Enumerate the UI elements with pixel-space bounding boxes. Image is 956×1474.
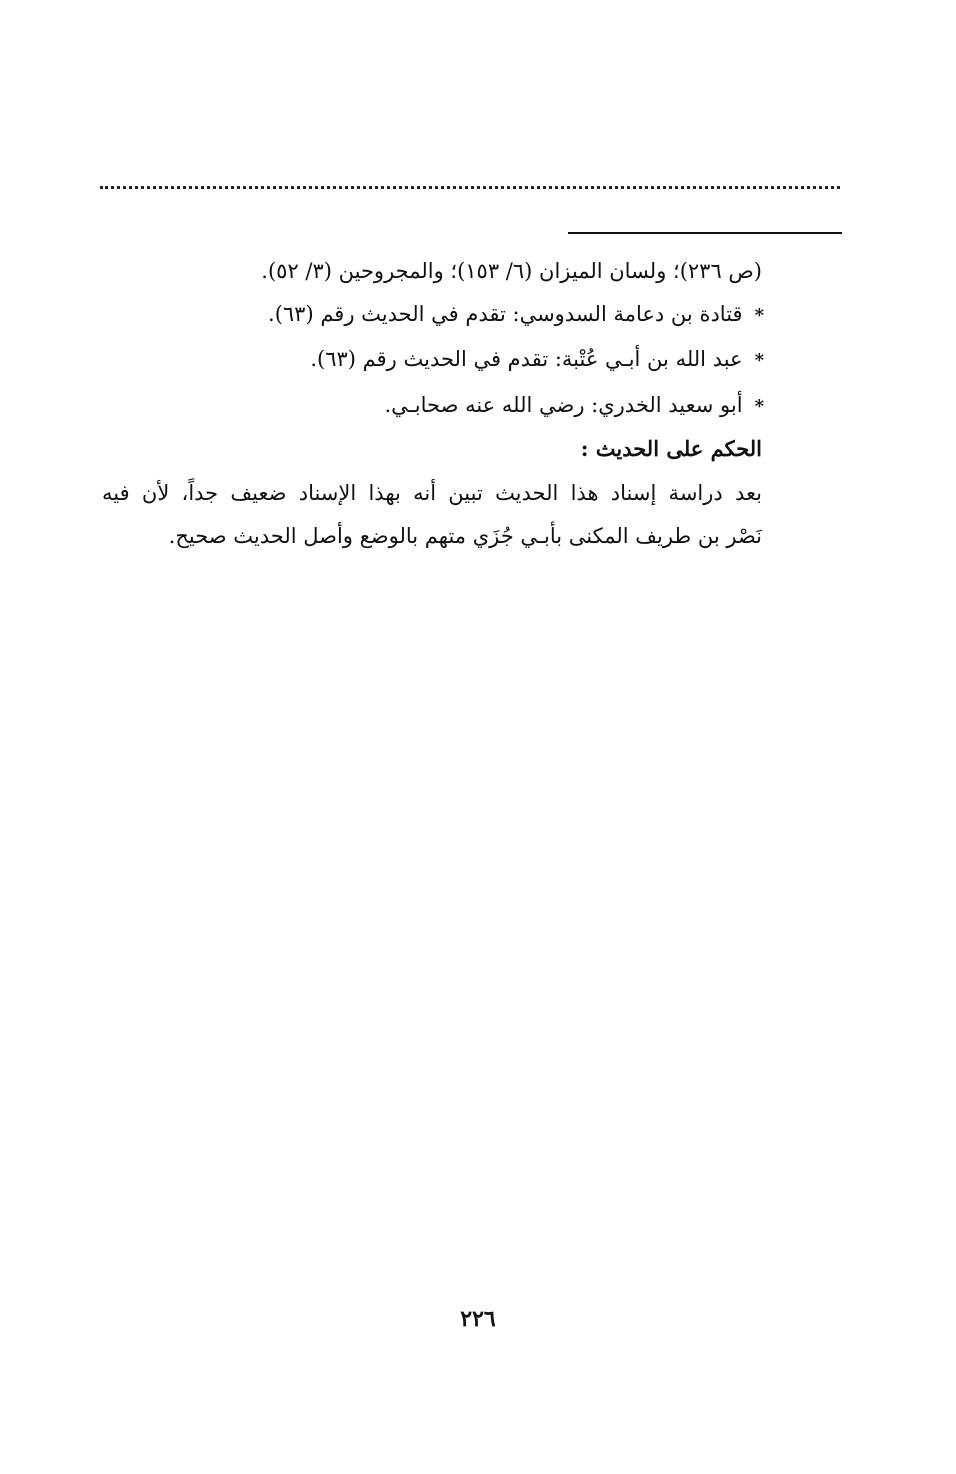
narrator-text: عبد الله بن أبـي عُتْبة: تقدم في الحديث رقم (٦٣). xyxy=(310,347,743,371)
footnote-reference-line: (ص ٢٣٦)؛ ولسان الميزان (٦/ ١٥٣)؛ والمجروحين (٣/ ٥٢). xyxy=(261,259,762,283)
asterisk-bullet-icon: * xyxy=(754,305,764,326)
narrator-entry xyxy=(310,344,764,376)
ruling-paragraph-line: نَصْر بن طريف المكنى بأبـي جُزَي متهم بالوضع وأصل الحديث صحيح. xyxy=(168,524,762,548)
asterisk-bullet-icon: * xyxy=(754,396,764,417)
narrator-text: قتادة بن دعامة السدوسي: تقدم في الحديث رقم (٦٣). xyxy=(268,302,743,326)
dotted-separator xyxy=(100,186,840,189)
footnote-separator-rule xyxy=(568,232,842,234)
narrator-entry xyxy=(384,390,764,422)
ruling-paragraph-line: بعد دراسة إسناد هذا الحديث تبين أنه بهذا الإسناد ضعيف جداً، لأن فيه xyxy=(102,481,762,505)
narrator-text: أبو سعيد الخدري: رضي الله عنه صحابـي. xyxy=(384,393,743,417)
narrator-entry xyxy=(268,299,764,331)
page-number: ٢٢٦ xyxy=(460,1306,496,1332)
ruling-heading: الحكم على الحديث : xyxy=(580,436,762,461)
asterisk-bullet-icon: * xyxy=(754,350,764,371)
